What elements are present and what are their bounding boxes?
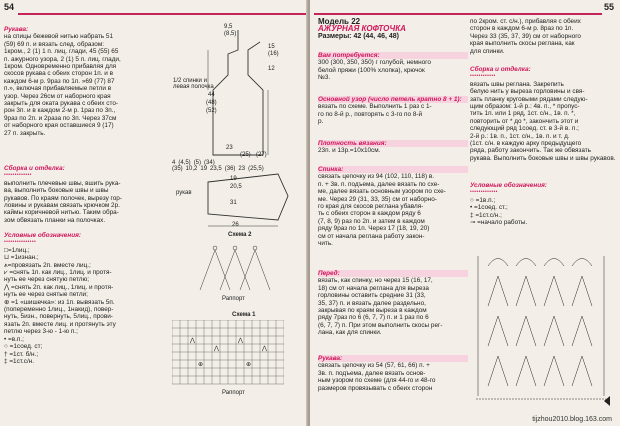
- left-page: [0, 0, 308, 426]
- model-title: АЖУРНАЯ КОФТОЧКА: [318, 24, 406, 34]
- text-line: ряда, работу закончить. Так же обвязать: [470, 147, 592, 155]
- sleeve-label: рукав: [176, 190, 192, 196]
- text-line: связать цепочку из 54 (57, 61, 66) п. +: [318, 362, 430, 370]
- text-line: см от начала реглана работу закон-: [318, 232, 425, 240]
- text-line: сторон в каждом 6-м р. 8раз по 1п.: [470, 25, 574, 33]
- text-line: края выполнить скосы реглана, как: [470, 40, 575, 48]
- text-line: лана, как для спинки.: [318, 329, 382, 337]
- text-line: вязать, как спинку, но через 15 (16, 17,: [318, 277, 433, 285]
- legend-section: [4, 232, 166, 365]
- text-line: 1кром., 2 (1) 1 п. лиц. глади, 45 (55) 65: [4, 48, 119, 56]
- sleeves-section-right: [318, 355, 468, 392]
- text-line: ме. Через 29 (31, 33, 35) см от наборно-: [318, 195, 437, 203]
- body-outline: [213, 30, 263, 155]
- text-line: рукава. Выполнить боковые швы и швы рукавов.: [470, 154, 616, 162]
- text-line: ловины и рукавам связать крючком 2р.: [4, 202, 120, 210]
- text-line: 27 п. закрыть.: [4, 129, 46, 137]
- crochet-chart: [468, 236, 614, 406]
- text-line: зать планку круговыми рядами следую-: [470, 95, 588, 103]
- page-number-left: 54: [4, 2, 15, 12]
- text-line: (7, 8, 9) раз по 2п. и затем в каждом: [318, 217, 425, 225]
- dimension-number: (4,5): [178, 160, 191, 166]
- legend-item: ○ =1в.п.;: [470, 196, 496, 204]
- sleeve-dim-3: 31: [230, 200, 237, 206]
- dim-width-2: (48): [206, 100, 217, 106]
- text-line: скосов рукава с обеих сторон 1п. и в: [4, 70, 113, 78]
- scheme1-grid: [172, 320, 284, 388]
- text-line: ряду 9раз по 1п. Через 17 (18, 19, 20): [318, 225, 430, 233]
- text-line: 23п. и 13р.=10х10см.: [318, 147, 381, 155]
- legend-item: ○ =1соед. ст;: [4, 343, 43, 351]
- sleeve-dim-1: 19: [230, 176, 237, 182]
- svg-text:⊕: ⊕: [246, 362, 252, 368]
- dim-shoulder: 9,5: [224, 24, 233, 30]
- assembly-heading: Сборка и отделка:: [4, 165, 65, 172]
- sleeves-section: [4, 26, 164, 137]
- dimension-number: (25,5): [248, 166, 264, 172]
- legend-item: петлю через 3-ю - 1-ю п.;: [4, 328, 78, 336]
- assembly-dots: • • • • • • • • • • • •: [470, 73, 495, 80]
- legend-item: † =1ст. б/н.;: [4, 350, 39, 358]
- text-line: каждом 6-м р. 9раз по 1п. »69 (77) 87: [4, 77, 115, 85]
- legend-item: ⩗ =снять 1п. как лиц., 1лиц. и протя-: [4, 269, 112, 277]
- back-section: [318, 166, 468, 247]
- back-body: [318, 173, 468, 247]
- legend-item: нуть ее через снятые петли;: [4, 291, 88, 299]
- start-arrow: [604, 396, 610, 406]
- dimension-number: 10,2: [185, 166, 198, 172]
- scheme2-chart: [195, 240, 275, 295]
- dimension-number: 19: [200, 166, 208, 172]
- sleeves-body: [4, 33, 164, 137]
- legend-item: язать 2п. вместе лиц. и протянуть эту: [4, 320, 116, 328]
- dim-bottom-2: (25): [240, 152, 251, 158]
- text-line: 2-й р.: 1в. п., 1ст. с/н., 1в. п. и т. д.: [470, 132, 570, 140]
- legend-item: • =в.п.;: [4, 335, 24, 343]
- text-line: Через 33 (35, 37, 39) см от наборного: [470, 32, 581, 40]
- text-line: закрыть для оката рукава с обеих сто-: [4, 100, 119, 108]
- front-body: [318, 277, 468, 336]
- model-number: Модель 22: [318, 17, 361, 26]
- header-rule-left: [18, 13, 306, 15]
- text-line: 3в. п. подъема, далее вязать основ-: [318, 369, 426, 377]
- heading-dots: • • • • • • • • • • • • •: [4, 172, 31, 179]
- sleeves-body-right: [318, 362, 468, 392]
- text-line: ным узором по схеме (для 44-го и 48-го: [318, 377, 436, 385]
- sleeve-outline: [208, 174, 288, 220]
- dim-shoulder-alt: (8,5): [224, 31, 237, 37]
- legend-item: ⊔ =1изнан.;: [4, 254, 39, 262]
- right-page: [310, 0, 620, 426]
- sleeve-length: 26: [232, 222, 239, 228]
- text-line: п. ажурного узора, 2 (1) 5 п. лиц. глади,: [4, 55, 121, 63]
- svg-text:⋀: ⋀: [214, 346, 219, 352]
- svg-text:⋀: ⋀: [262, 346, 267, 352]
- sleeves-heading: Рукава:: [4, 26, 29, 33]
- legend-item: (попеременно 1лиц., 1накид), повер-: [4, 306, 114, 314]
- dimension-strip: [172, 160, 302, 172]
- header-rule-right: [314, 13, 602, 15]
- svg-text:⋀: ⋀: [190, 338, 195, 344]
- assembly-heading-right: Сборка и отделка:: [470, 66, 531, 73]
- pattern-body: [318, 103, 468, 125]
- text-line: чить.: [318, 240, 333, 248]
- legend-heading: Условные обозначения:: [4, 232, 81, 239]
- model-block: [318, 18, 468, 40]
- dimension-number: 23: [238, 166, 246, 172]
- sleeves-heading-right: Рукава:: [318, 355, 468, 362]
- text-line: 300 (300, 350, 350) г голубой, немного: [318, 59, 431, 67]
- text-line: повторить от * до *, закончить этот и: [470, 117, 579, 125]
- back-front-schematic: [168, 20, 304, 170]
- text-line: 35, 37) п. и вязать далее раздельно,: [318, 299, 426, 307]
- legend-item: ⩚=провязать 2п. вместе лиц.;: [4, 261, 91, 269]
- legend-dots-right: • • • • • • • • • • • • •: [470, 189, 497, 196]
- text-line: п.», включая прибавляемые петли в: [4, 85, 112, 93]
- legend-body: [4, 247, 166, 366]
- text-line: п. + 3в. п. подъема, далее вязать по схе-: [318, 180, 440, 188]
- chart-fans-row1: [488, 356, 592, 386]
- text-line: щим образом: 1-й р.: 4в. п., * пропус-: [470, 103, 580, 111]
- legend-item: ⊸ =начало работы.: [470, 219, 528, 227]
- materials-section: [318, 52, 468, 82]
- pattern-heading: Основной узор (число петель кратно 8 + 1):: [318, 96, 468, 103]
- text-line: от наборного края оставшиеся 9 (17): [4, 122, 114, 130]
- text-line: 9раз по 2п. и 2раза по 3п. Через 37см: [4, 114, 117, 122]
- dimension-number: (35): [172, 166, 183, 172]
- text-line: 1кром. Одновременно прибавляя для: [4, 63, 117, 71]
- materials-body: [318, 59, 468, 81]
- text-line: (1ст. с/н. в каждую арку предыдущего: [470, 140, 582, 148]
- text-line: рон 3п. и в каждом 2-м р. 1раз по 3п.,: [4, 107, 116, 115]
- text-line: рукавов. По краям полочек, вырезу гор-: [4, 194, 122, 202]
- chart-fans-row3: [488, 276, 592, 306]
- legend-section-right: [470, 182, 616, 226]
- scheme2-rapport: Раппорт: [222, 296, 245, 302]
- dimension-number: 4: [172, 160, 176, 166]
- text-line: белой пряжи (100% хлопка), крючок: [318, 66, 425, 74]
- dim-bottom-3: (27): [256, 152, 267, 158]
- legend-item: ‡ =1ст.с/н.;: [470, 211, 502, 219]
- text-line: №3.: [318, 74, 331, 82]
- pattern-section: [318, 96, 468, 126]
- text-line: ме, далее вязать основным узором по схе-: [318, 188, 446, 196]
- text-line: вязать по схеме. Выполнить 1 раз с 1-: [318, 103, 432, 111]
- legend-body-right: [470, 197, 616, 227]
- assembly-body: [4, 180, 164, 224]
- text-line: связать цепочку из 94 (102, 110, 118) в.: [318, 173, 435, 181]
- text-line: закрывая по краям выреза в каждом: [318, 307, 427, 315]
- gauge-heading: Плотность вязания:: [318, 140, 468, 147]
- chart-fans-row2: [488, 316, 592, 346]
- legend-heading-right: Условные обозначения:: [470, 182, 547, 189]
- text-line: зом обвязать планки на полочках.: [4, 216, 106, 224]
- text-line: выполнить плечевые швы, вшить рука-: [4, 179, 121, 187]
- sleeves-continued: [470, 18, 616, 55]
- dim-width-3: (52): [206, 108, 217, 114]
- text-line: каймы коричневой нитью. Таким обра-: [4, 209, 119, 217]
- page-number-right: 55: [603, 2, 614, 12]
- dim-neck: 15: [268, 44, 275, 50]
- dim-bottom: 23: [226, 145, 233, 151]
- text-line: ряду 7раз по 6 (6, 7, 7) п. и 1 раз по 6: [318, 314, 429, 322]
- text-line: го края для скосов реглана убавля-: [318, 203, 424, 211]
- dimension-number: (5): [193, 160, 202, 166]
- text-line: го по 8-й р., повторять с 3-го по 8-й: [318, 110, 423, 118]
- text-line: ть с обеих сторон в каждом ряду 6: [318, 210, 421, 218]
- dimension-number: (34): [204, 160, 215, 166]
- sleeve-dim-2: 20,5: [230, 184, 242, 190]
- materials-heading: Вам потребуется:: [318, 52, 468, 59]
- back-label: 1/2 спинки и левая полочка: [173, 78, 214, 90]
- svg-text:⋀: ⋀: [238, 338, 243, 344]
- legend-item: • =1соед. ст.;: [470, 204, 508, 212]
- dim-armhole: 12: [268, 66, 275, 72]
- text-line: белую нить у выреза горловины и свя-: [470, 88, 585, 96]
- scheme1-title: Схема 1: [232, 312, 256, 318]
- back-heading: Спинка:: [318, 166, 468, 173]
- gauge-body: [318, 147, 468, 154]
- assembly-section-right: [470, 66, 616, 162]
- dimension-number: (36): [224, 166, 236, 172]
- legend-item: ⊕ =1 «шишечка»: из 1п. вывязать 5п.: [4, 298, 115, 306]
- text-line: 18) см от начала реглана для выреза: [318, 284, 429, 292]
- text-line: р.: [318, 118, 324, 126]
- text-line: (59) 69 п. и вязать след. образом:: [4, 40, 104, 48]
- scheme2-title: Схема 2: [228, 232, 252, 238]
- legend-dots: • • • • • • • • • • • • • • •: [4, 239, 36, 246]
- text-line: по 2кром. ст. с/н.), прибавляя с обеих: [470, 18, 581, 25]
- text-line: на спицы бежевой нитью набрать 51: [4, 33, 114, 41]
- text-line: вязать швы реглана. Закрепить: [470, 80, 564, 88]
- model-sizes: Размеры: 42 (44, 46, 48): [318, 32, 399, 40]
- scheme2-fans: [200, 250, 270, 290]
- dim-width: 44: [208, 92, 215, 98]
- text-line: размеров провязывать с обеих сторон: [318, 384, 433, 392]
- text-line: тить 1п. или 1 ряд, 1ст. с/н., 1в. п. *,: [470, 110, 576, 118]
- sleeves-continued-body: [470, 18, 616, 55]
- legend-item: ‡ =1ст.с/н.: [4, 357, 35, 365]
- gauge-section: [318, 140, 468, 155]
- text-line: ва, выполнить боковые швы и швы: [4, 187, 109, 195]
- front-section: [318, 270, 468, 337]
- legend-item: □=1лиц.;: [4, 246, 30, 254]
- assembly-section: [4, 165, 164, 224]
- legend-item: ⋀ =снять 2п. как лиц., 1лиц. и протя-: [4, 283, 114, 291]
- svg-text:⊕: ⊕: [198, 362, 204, 368]
- scheme1-rapport: Раппорт: [222, 390, 245, 396]
- front-heading: Перед:: [318, 270, 468, 277]
- assembly-body-right: [470, 81, 616, 162]
- text-line: для спинки.: [470, 47, 505, 55]
- watermark: tijzhou2010.blog.163.com: [532, 416, 612, 423]
- dim-neck-alt: (16): [268, 51, 279, 57]
- text-line: следующий ряд 1соед. ст. в 3-й в. п.;: [470, 125, 579, 133]
- text-line: горловины оставить средние 31 (33,: [318, 292, 426, 300]
- text-line: узор. Через 26см от наборного края: [4, 92, 111, 100]
- chart-arches: [488, 259, 592, 267]
- dimension-number: 23,5: [210, 166, 222, 172]
- legend-item: нуть ее через снятую петлю;: [4, 276, 90, 284]
- legend-item: нуть, 5изн., повернуть, 5лиц., прови-: [4, 313, 113, 321]
- text-line: (6, 7, 7) п. При этом выполнить скосы рег-: [318, 321, 443, 329]
